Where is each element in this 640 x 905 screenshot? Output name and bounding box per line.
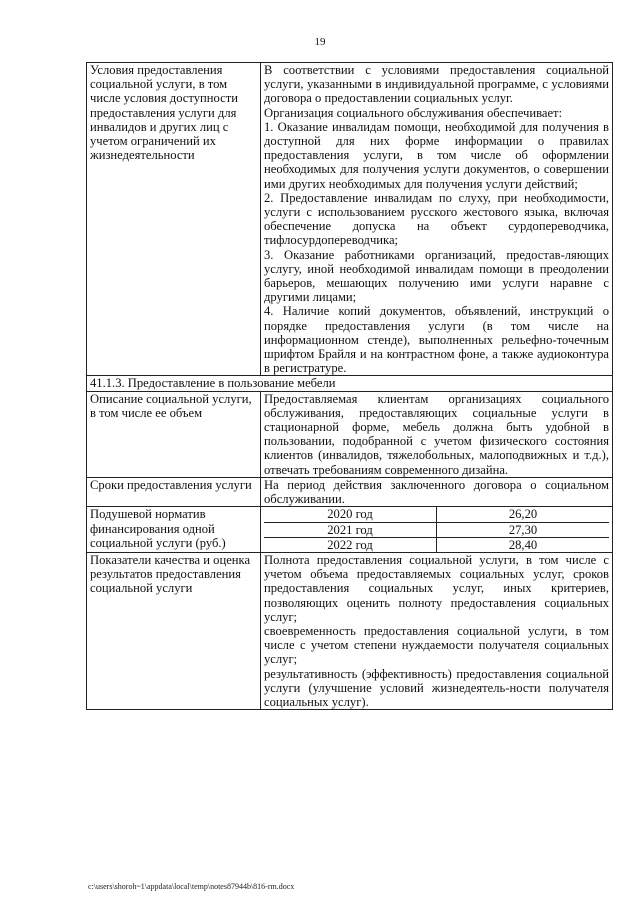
quality-label: Показатели качества и оценка результатов предоставления социальной услуги — [87, 552, 261, 709]
financing-amount: 28,40 — [508, 537, 538, 552]
terms-label: Сроки предоставления услуги — [87, 477, 261, 506]
quality-value — [261, 552, 613, 709]
quality-paragraph-1: Полнота предоставления социальной услуги, в том числе с учетом объема предоставляемых социальных услуг, сроков предоставления социальных услуг, иных критериев, позволяющих оценить полноту предоставления социальных услуг; — [264, 552, 609, 624]
conditions-value — [261, 63, 613, 376]
table-row — [87, 376, 613, 391]
conditions-org-provides: Организация социального обслуживания обеспечивает: — [264, 105, 563, 120]
service-table — [86, 62, 613, 710]
financing-amount: 27,30 — [437, 522, 610, 537]
section-title: 41.1.3. Предоставление в пользование мебели — [87, 376, 613, 391]
table-row — [87, 63, 613, 376]
table-row — [87, 391, 613, 477]
financing-year: 2022 год — [264, 537, 437, 552]
table-row — [87, 552, 613, 709]
financing-year: 2021 год — [264, 522, 437, 537]
financing-row — [264, 507, 609, 522]
conditions-label: Условия предоставления социальной услуги, в том числе условия доступности предоставления услуги для инвалидов и других лиц с учетом ограничений их жизнедеятельности — [87, 63, 261, 376]
conditions-item-2: 2. Предоставление инвалидам по слуху, при необходимости, услуги с использованием русского жестового языка, включая обеспечение допуска на объект сурдопереводчика, тифлосурдопереводчика; — [264, 190, 609, 248]
conditions-item-4: 4. Наличие копий документов, объявлений, инструкций о порядке предоставления услуги (в том числе на информационном стенде), выполненных рельефно-точечным шрифтом Брайля и на контрастном фоне, а также аудиоконтура в регистратуре. — [264, 304, 609, 376]
financing-value — [261, 507, 613, 553]
description-label: Описание социальной услуги, в том числе ее объем — [87, 391, 261, 477]
financing-label: Подушевой норматив финансирования одной социальной услуги (руб.) — [87, 507, 261, 553]
table-row — [87, 507, 613, 553]
financing-year: 2020 год — [264, 507, 437, 522]
page-number: 19 — [314, 36, 326, 48]
conditions-intro: В соответствии с условиями предоставления социальной услуги, указанными в индивидуальной программе, с условиями договора о предоставлении социальных услуг. — [264, 63, 609, 106]
description-value: Предоставляемая клиентам организациях социального обслуживания, предоставляющих социальные услуги в стационарной форме, мебель должна быть удобной в пользовании, подобранной с учетом физического состояния клиентов (инвалидов, тяжелобольных, малоподвижных и т.д.), отвечать требованиям современного дизайна. — [261, 391, 613, 477]
conditions-item-3: 3. Оказание работниками организаций, предостав-ляющих услугу, иной необходимой инвалидам помощи в преодолении барьеров, мешающих получению ими услуги наравне с другими лицами; — [264, 247, 609, 305]
terms-value: На период действия заключенного договора о социальном обслуживании. — [261, 477, 613, 506]
financing-amount: 26,20 — [437, 507, 610, 522]
financing-row — [264, 537, 609, 552]
table-row — [87, 477, 613, 506]
financing-row — [264, 522, 609, 537]
financing-table — [264, 507, 609, 552]
conditions-item-1: 1. Оказание инвалидам помощи, необходимой для получения в доступной для них форме информации о правилах предоставления услуги, в том числе об оформлении необходимых для получения услуги документов, о совершении ими других необходимых для получения услуги действий; — [264, 119, 609, 191]
quality-paragraph-3: результативность (эффективность) предоставления социальной услуги (улучшение условий жизнедеятель-ности получателя социальных услуг). — [264, 666, 609, 709]
quality-paragraph-2: своевременность предоставления социальной услуги, в том числе с учетом степени нуждаемости получателя социальных услуг; — [264, 623, 609, 667]
footer-file-path: c:\users\shoroh~1\appdata\local\temp\notes87944b\816-rm.docx — [88, 882, 295, 891]
